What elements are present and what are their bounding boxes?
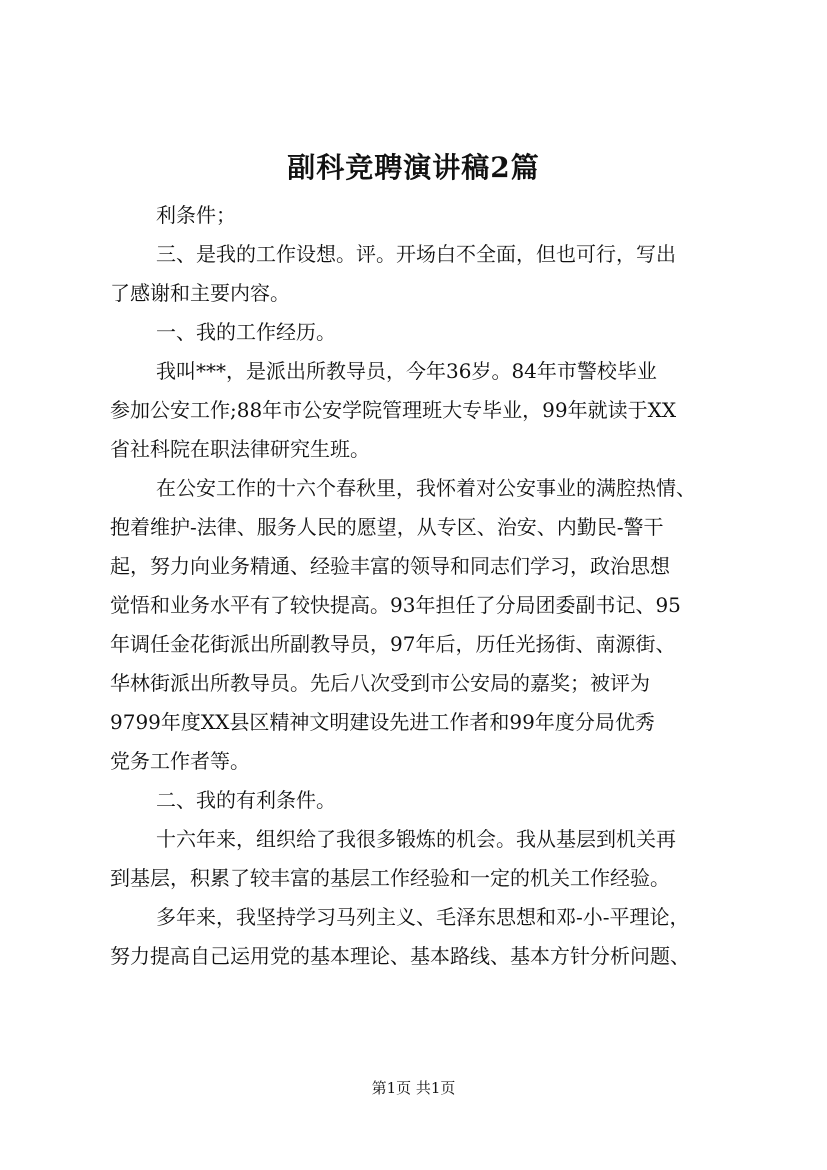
- text-line: 在公安工作的十六个春秋里，我怀着对公安事业的满腔热情、: [156, 476, 696, 500]
- text-line: 起，努力向业务精通、经验丰富的领导和同志们学习，政治思想: [110, 554, 670, 578]
- text-line: 抱着维护-法律、服务人民的愿望，从专区、治安、内勤民-警干: [110, 515, 664, 539]
- text-line: 利条件；: [156, 203, 236, 227]
- text-line: 到基层，积累了较丰富的基层工作经验和一定的机关工作经验。: [110, 866, 670, 890]
- text-line: 省社科院在职法律研究生班。: [110, 437, 370, 461]
- document-body: [110, 196, 738, 976]
- text-line: 我叫***，是派出所教导员，今年36岁。84年市警校毕业: [156, 359, 657, 383]
- text-line: 党务工作者等。: [110, 749, 250, 773]
- text-line: 多年来，我坚持学习马列主义、毛泽东思想和邓-小-平理论，: [156, 905, 690, 929]
- text-line: 二、我的有利条件。: [156, 788, 336, 812]
- text-line: 觉悟和业务水平有了较快提高。93年担任了分局团委副书记、95: [110, 593, 681, 617]
- text-line: 十六年来，组织给了我很多锻炼的机会。我从基层到机关再: [156, 827, 676, 851]
- text-line: 了感谢和主要内容。: [110, 281, 290, 305]
- text-line: 9799年度XX县区精神文明建设先进工作者和99年度分局优秀: [110, 710, 655, 734]
- text-line: 一、我的工作经历。: [156, 320, 336, 344]
- text-line: 华林街派出所教导员。先后八次受到市公安局的嘉奖；被评为: [110, 671, 650, 695]
- page-title: 副科竞聘演讲稿2篇: [287, 151, 540, 184]
- page-footer: 第1页 共1页: [371, 1079, 456, 1097]
- text-line: 三、是我的工作设想。评。开场白不全面，但也可行，写出: [156, 242, 676, 266]
- text-line: 参加公安工作;88年市公安学院管理班大专毕业，99年就读于XX: [110, 398, 677, 422]
- text-line: 年调任金花街派出所副教导员，97年后，历任光扬街、南源街、: [110, 632, 676, 656]
- text-line: 努力提高自己运用党的基本理论、基本路线、基本方针分析问题、: [110, 944, 690, 968]
